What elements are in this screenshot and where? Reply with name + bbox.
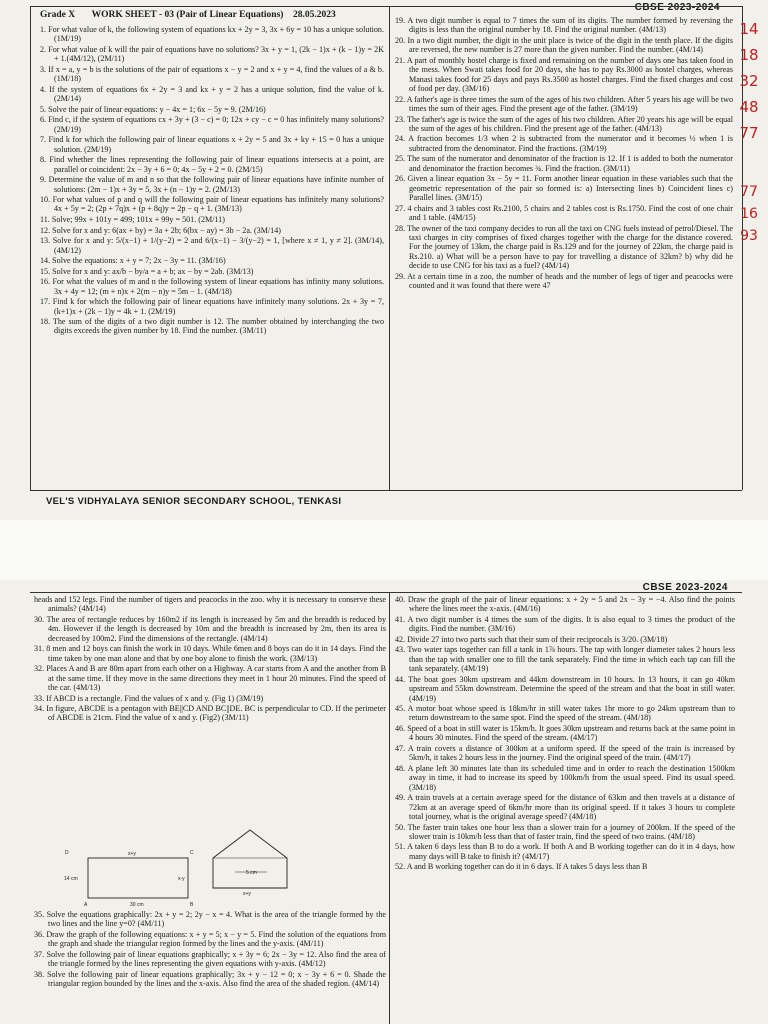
question-item: 18. The sum of the digits of a two digit number is 12. The number obtained by interchanging the two digits exceeds the given number by 18. Find the number. (3M/11)	[40, 317, 384, 336]
question-item: 21. A part of monthly hostel charge is fixed and remaining on the number of days one has taken food in the mess. When Swati takes food for 20 days, she has to pay Rs.3000 as hostel charges, whereas Manasi takes food for 25 days and pays Rs.3500 as hostel charges. Find the fixed charges and cost of food per day. (3M/16)	[395, 55, 733, 93]
question-item: 29. At a certain time in a zoo, the number of heads and the number of legs of tiger and peacocks were counted and it was found that there were 47	[395, 271, 733, 290]
question-item: 5. Solve the pair of linear equations: y − 4x = 1; 6x − 5y = 9. (2M/16)	[40, 104, 266, 114]
question-item: 43. Two water taps together can fill a tank in 1⅞ hours. The tap with longer diameter takes 2 hours less than the tap with smaller one to fill the tank separately. Find the time in which each tap can fill the tank separately. (4M/19)	[395, 645, 735, 674]
question-item: 44. The boat goes 30km upstream and 44km downstream in 10 hours. In 13 hours, it can go 40km upstream and 55km downstream. Determine the speed of the stream and that the boat in still water. (4M/19)	[395, 674, 735, 703]
question-item: 3. If x = a, y = b is the solutions of the pair of equations x − y = 2 and x + y = 4, find the values of a & b. (1M/18)	[40, 64, 384, 84]
page-gap	[0, 520, 768, 580]
school-name: VEL'S VIDHYALAYA SENIOR SECONDARY SCHOOL, TENKASI	[46, 496, 342, 507]
margin-mark: 77	[739, 124, 759, 142]
column-divider	[389, 592, 390, 1024]
fig2-inner-label: 5 cm	[246, 870, 257, 876]
margin-mark: 48	[739, 98, 759, 116]
question-item: 9. Determine the value of m and n so that the following pair of linear equations have infinite number of solutions: (2m − 1)x + 3y = 5, 3x + (n − 1)y = 2. (2M/13)	[40, 175, 384, 194]
svg-text:A: A	[84, 902, 88, 908]
question-item: 48. A plane left 30 minutes late than its scheduled time and in order to reach the destination 1500km away in time, it had to increase its speed by 100km/h from the usual speed. Find its usual speed. (3M/18)	[395, 763, 735, 792]
question-item: 30. The area of rectangle reduces by 160m2 if its length is increased by 5m and the breadth is reduced by 4m. However if the length is decreased by 10m and the breadth is increased by 2m, then its area is decreased by 100m2. Find the dimensions of the rectangle. (4M/14)	[34, 614, 386, 643]
question-item: 1. For what value of k, the following system of equations kx + 2y = 3, 3x + 6y = 10 has a unique solution. (1M/19)	[40, 25, 384, 44]
svg-text:D: D	[65, 850, 69, 856]
question-item: 14. Solve the equations: x + y = 7; 2x − 3y = 11. (3M/16)	[40, 256, 226, 266]
fig2-pentagon	[205, 826, 295, 896]
question-list	[395, 16, 733, 290]
svg-text:C: C	[190, 850, 194, 856]
question-item: 52. A and B working together can do it in 6 days. If A takes 5 days less than B	[395, 862, 648, 872]
worksheet-title: WORK SHEET - 03 (Pair of Linear Equations)	[91, 10, 284, 20]
question-item: 6. Find c, if the system of equations cx + 3y + (3 − c) = 0; 12x + cy − c = 0 has infinitely many solutions? (2M/19)	[40, 115, 384, 134]
question-item: 47. A train covers a distance of 300km at a uniform speed. If the speed of the train is increased by 5km/h, it takes 2 hours less in the journey. Find the original speed of the train. (4M/17)	[395, 743, 735, 763]
fig1-rectangle	[62, 848, 202, 908]
margin-mark: 93	[740, 228, 758, 244]
question-item: 12. Solve for x and y: 6(ax + by) = 3a + 2b; 6(bx − ay) = 3b − 2a. (3M/14)	[40, 225, 281, 235]
question-item: 40. Draw the graph of the pair of linear equations: x + 2y = 5 and 2x − 3y = −4. Also find the points where the lines meet the x-axis. (4M/16)	[395, 595, 735, 614]
left-column-continued	[34, 910, 386, 990]
question-item: 32. Places A and B are 80m apart from each other on a Highway. A car starts from A and the another from B at the same time. If they move in the same directions they meet in 1 hour 20 minutes. Find the speed of the car. (4M/13)	[34, 664, 386, 692]
question-item: 38. Solve the following pair of linear equations graphically; 3x + y − 12 = 0; x − 3y + 6 = 0. Shade the triangular region bounded by the lines and the x-axis. Also find the area of the shaded region. (4M/14)	[34, 969, 386, 989]
question-item: 7. Find k for which the following pair of linear equations x + 2y = 5 and 3x + ky + 15 = 0 has a unique solution. (2M/19)	[40, 135, 384, 154]
question-item: 42. Divide 27 into two parts such that their sum of their reciprocals is 3/20. (3M/18)	[395, 634, 668, 644]
right-column	[395, 16, 733, 292]
question-item: 36. Draw the graph of the following equations: x + y = 5; x − y = 5. Find the solution of the equations from the graph and shade the triangular region formed by the lines and the y-axis. (4M/11)	[34, 929, 386, 949]
question-item: 26. Given a linear equation 3x − 5y = 11. Form another linear equation in these variables such that the geometric representation of the pair so formed is: a) Intersecting lines b) Coincident lines c) Parallel lines. (3M/15)	[395, 174, 733, 203]
question-item: 24. A fraction becomes 1/3 when 2 is subtracted from the numerator and it becomes ½ when 1 is subtracted from the denominator. Find the fractions. (3M/19)	[395, 134, 733, 153]
grade-label: Grade X	[40, 10, 76, 20]
margin-mark: 14	[739, 20, 759, 38]
margin-mark: 77	[740, 184, 758, 200]
question-item: 17. Find k for which the following pair of linear equations have infinitely many solutions. 2x + 3y = 7, (k+1)x + (2k − 1)y = 4k + 1. (2M/19)	[40, 297, 384, 316]
question-item: 4. If the system of equations 6x + 2y = 3 and kx + y = 2 has a unique solution, find the value of k. (2M/14)	[40, 84, 384, 104]
question-item: 37. Solve the following pair of linear equations graphically; x + 3y = 6; 2x − 3y = 12. Also find the area of the triangle formed by the lines representing the given equations with y-axis. (4M/12)	[34, 949, 386, 969]
question-list	[395, 595, 735, 872]
question-item: 28. The owner of the taxi company decides to run all the taxi on CNG fuels instead of petrol/Diesel. The taxi charges in city comprises of fixed charges together with the charge for the distance covered. For the journey of 13km, the charge paid is Rs.129 and for the journey of 22km, the charge paid is Rs.210. a) What will be a person have to pay for travelling a distance of 32km? b) why did he decide to use CNG for his taxi as a fuel? (4M/14)	[395, 223, 733, 271]
left-border	[30, 6, 31, 490]
worksheet-date: 28.05.2023	[292, 10, 336, 20]
fig1-right-label: x-y	[178, 876, 185, 882]
margin-mark: 32	[739, 72, 759, 90]
fig2-bottom-label: x+y	[243, 891, 251, 896]
fig1-bottom-label: 30 cm	[130, 902, 144, 908]
handwritten-margin-marks	[736, 184, 762, 250]
question-item: 31. 8 men and 12 boys can finish the work in 10 days. While 6men and 8 boys can do it in 14 days. Find the time taken by one man alone and that by one boy alone to finish the work. (3M/13)	[34, 644, 386, 663]
column-divider	[389, 6, 390, 490]
top-border	[30, 592, 742, 593]
fig1-top-label: x+y	[128, 851, 136, 857]
question-item: 15. Solve for x and y: ax/b − by/a = a + b; ax − by = 2ab. (3M/13)	[40, 266, 254, 276]
worksheet-header	[40, 10, 384, 21]
left-column	[34, 595, 386, 724]
question-item: 20. In a two digit number, the digit in the unit place is twice of the digit in the tenth place. If the digits are reversed, the new number is 27 more than the given number. Find the number. (4M/14)	[395, 35, 733, 55]
question-list	[40, 25, 384, 336]
question-item: 13. Solve for x and y: 5/(x−1) + 1/(y−2) = 2 and 6/(x−1) − 3/(y−2) = 1, [where x ≠ 1, y ≠ 2]. (3M/14), (4M/12)	[40, 236, 384, 255]
bottom-border	[30, 490, 742, 491]
question-item: 16. For what the values of m and n the following system of linear equations has infinity many solutions. 3x + 4y = 12; (m + n)x + 2(m − n)y = 5m − 1. (4M/18)	[40, 277, 384, 296]
question-item: 34. In figure, ABCDE is a pentagon with BE||CD AND BC||DE. BC is perpendicular to CD. If the perimeter of ABCDE is 21cm. Find the value of x and y. (Fig2) (3M/11)	[34, 704, 386, 723]
question-item: 50. The faster train takes one hour less than a slower train for a journey of 200km. If the speed of the slower train is 10km/h less than that of faster train, find the speed of two trains. (4M/18)	[395, 822, 735, 841]
question-item: 10. For what values of p and q will the following pair of linear equations has infinitely many solutions? 4x + 5y = 2; (2p + 7q)x + (p + 8q)y = 2p − q + 1. (3M/13)	[40, 195, 384, 214]
question-item: 41. A two digit number is 4 times the sum of the digits. It is also equal to 3 times the product of the digits. Find the number. (3M/16)	[395, 614, 735, 634]
fig1-left-label: 14 cm	[64, 876, 78, 882]
question-item: 33. If ABCD is a rectangle. Find the values of x and y. (Fig 1) (3M/19)	[34, 693, 264, 703]
question-item: 25. The sum of the numerator and denominator of the fraction is 12. If 1 is added to both the numerator and denominator the fraction becomes ¾. Find the fraction. (3M/11)	[395, 154, 733, 173]
right-column	[395, 595, 735, 873]
question-item: 45. A motor boat whose speed is 18km/hr in still water takes 1hr more to go 24km upstream than to return downstream to the same spot. Find the speed of the stream. (4M/18)	[395, 704, 735, 723]
svg-text:B: B	[190, 902, 194, 908]
question-item: 2. For what value of k will the pair of equations have no solutions? 3x + y = 1, (2k − 1)x + (k − 1)y = 2K + 1.(4M/12), (2M/11)	[40, 44, 384, 64]
question-item: 19. A two digit number is equal to 7 times the sum of its digits. The number formed by reversing the digits is less than the original number by 18. Find the original number. (4M/13)	[395, 16, 733, 35]
question-list	[34, 595, 386, 723]
top-border	[30, 6, 742, 7]
question-item: 11. Solve; 99x + 101y = 499; 101x + 99y = 501. (2M/11)	[40, 215, 225, 225]
margin-mark: 18	[739, 46, 759, 64]
board-label: CBSE 2023-2024	[634, 2, 720, 13]
question-item: 46. Speed of a boat in still water is 15km/h. It goes 30km upstream and returns back at the same point in 4 hours 30 minutes. Find the speed of the stream. (4M/17)	[395, 724, 735, 743]
question-item: 22. A father's age is three times the sum of the ages of his two children. After 5 years his age will be two times the sum of their ages. Find the present age of the father. (3M/19)	[395, 94, 733, 113]
question-list	[34, 910, 386, 989]
handwritten-margin-marks	[734, 20, 764, 150]
worksheet-page-2	[0, 580, 768, 1024]
question-item: 23. The father's age is twice the sum of the ages of his two children. After 20 years his age will be equal the sum of the ages of his children. Find the present age of the father. (4M/13)	[395, 114, 733, 133]
question-item: 8. Find whether the lines representing the following pair of linear equations intersects at a point, are parallel or coincident: 2x − 3y + 6 = 0; 4x − 5y + 2 = 0. (2M/15)	[40, 155, 384, 174]
question-item: 27. 4 chairs and 3 tables cost Rs.2100, 5 chairs and 2 tables cost is Rs.1750. Find the cost of one chair and 1 table. (4M/15)	[395, 203, 733, 222]
margin-mark: 16	[740, 206, 758, 222]
question-item: 51. A taken 6 days less than B to do a work. If both A and B working together can do it in 4 days, how many days will B take to finish it? (4M/17)	[395, 842, 735, 861]
question-item: heads and 152 legs. Find the number of tigers and peacocks in the zoo. why it is necessary to conserve these animals? (4M/14)	[34, 595, 386, 614]
question-item: 35. Solve the equations graphically: 2x + y = 2; 2y − x = 4. What is the area of the triangle formed by the two lines and the line y=0? (4M/11)	[34, 910, 386, 929]
board-label: CBSE 2023-2024	[642, 582, 728, 593]
question-item: 49. A train travels at a certain average speed for the distance of 63km and then travels at a distance of 72km at an average speed of 6km/hr more than its original speed. If it takes 3 hours to complete total journey, what is the original average speed? (4M/18)	[395, 793, 735, 821]
left-column	[40, 10, 384, 337]
